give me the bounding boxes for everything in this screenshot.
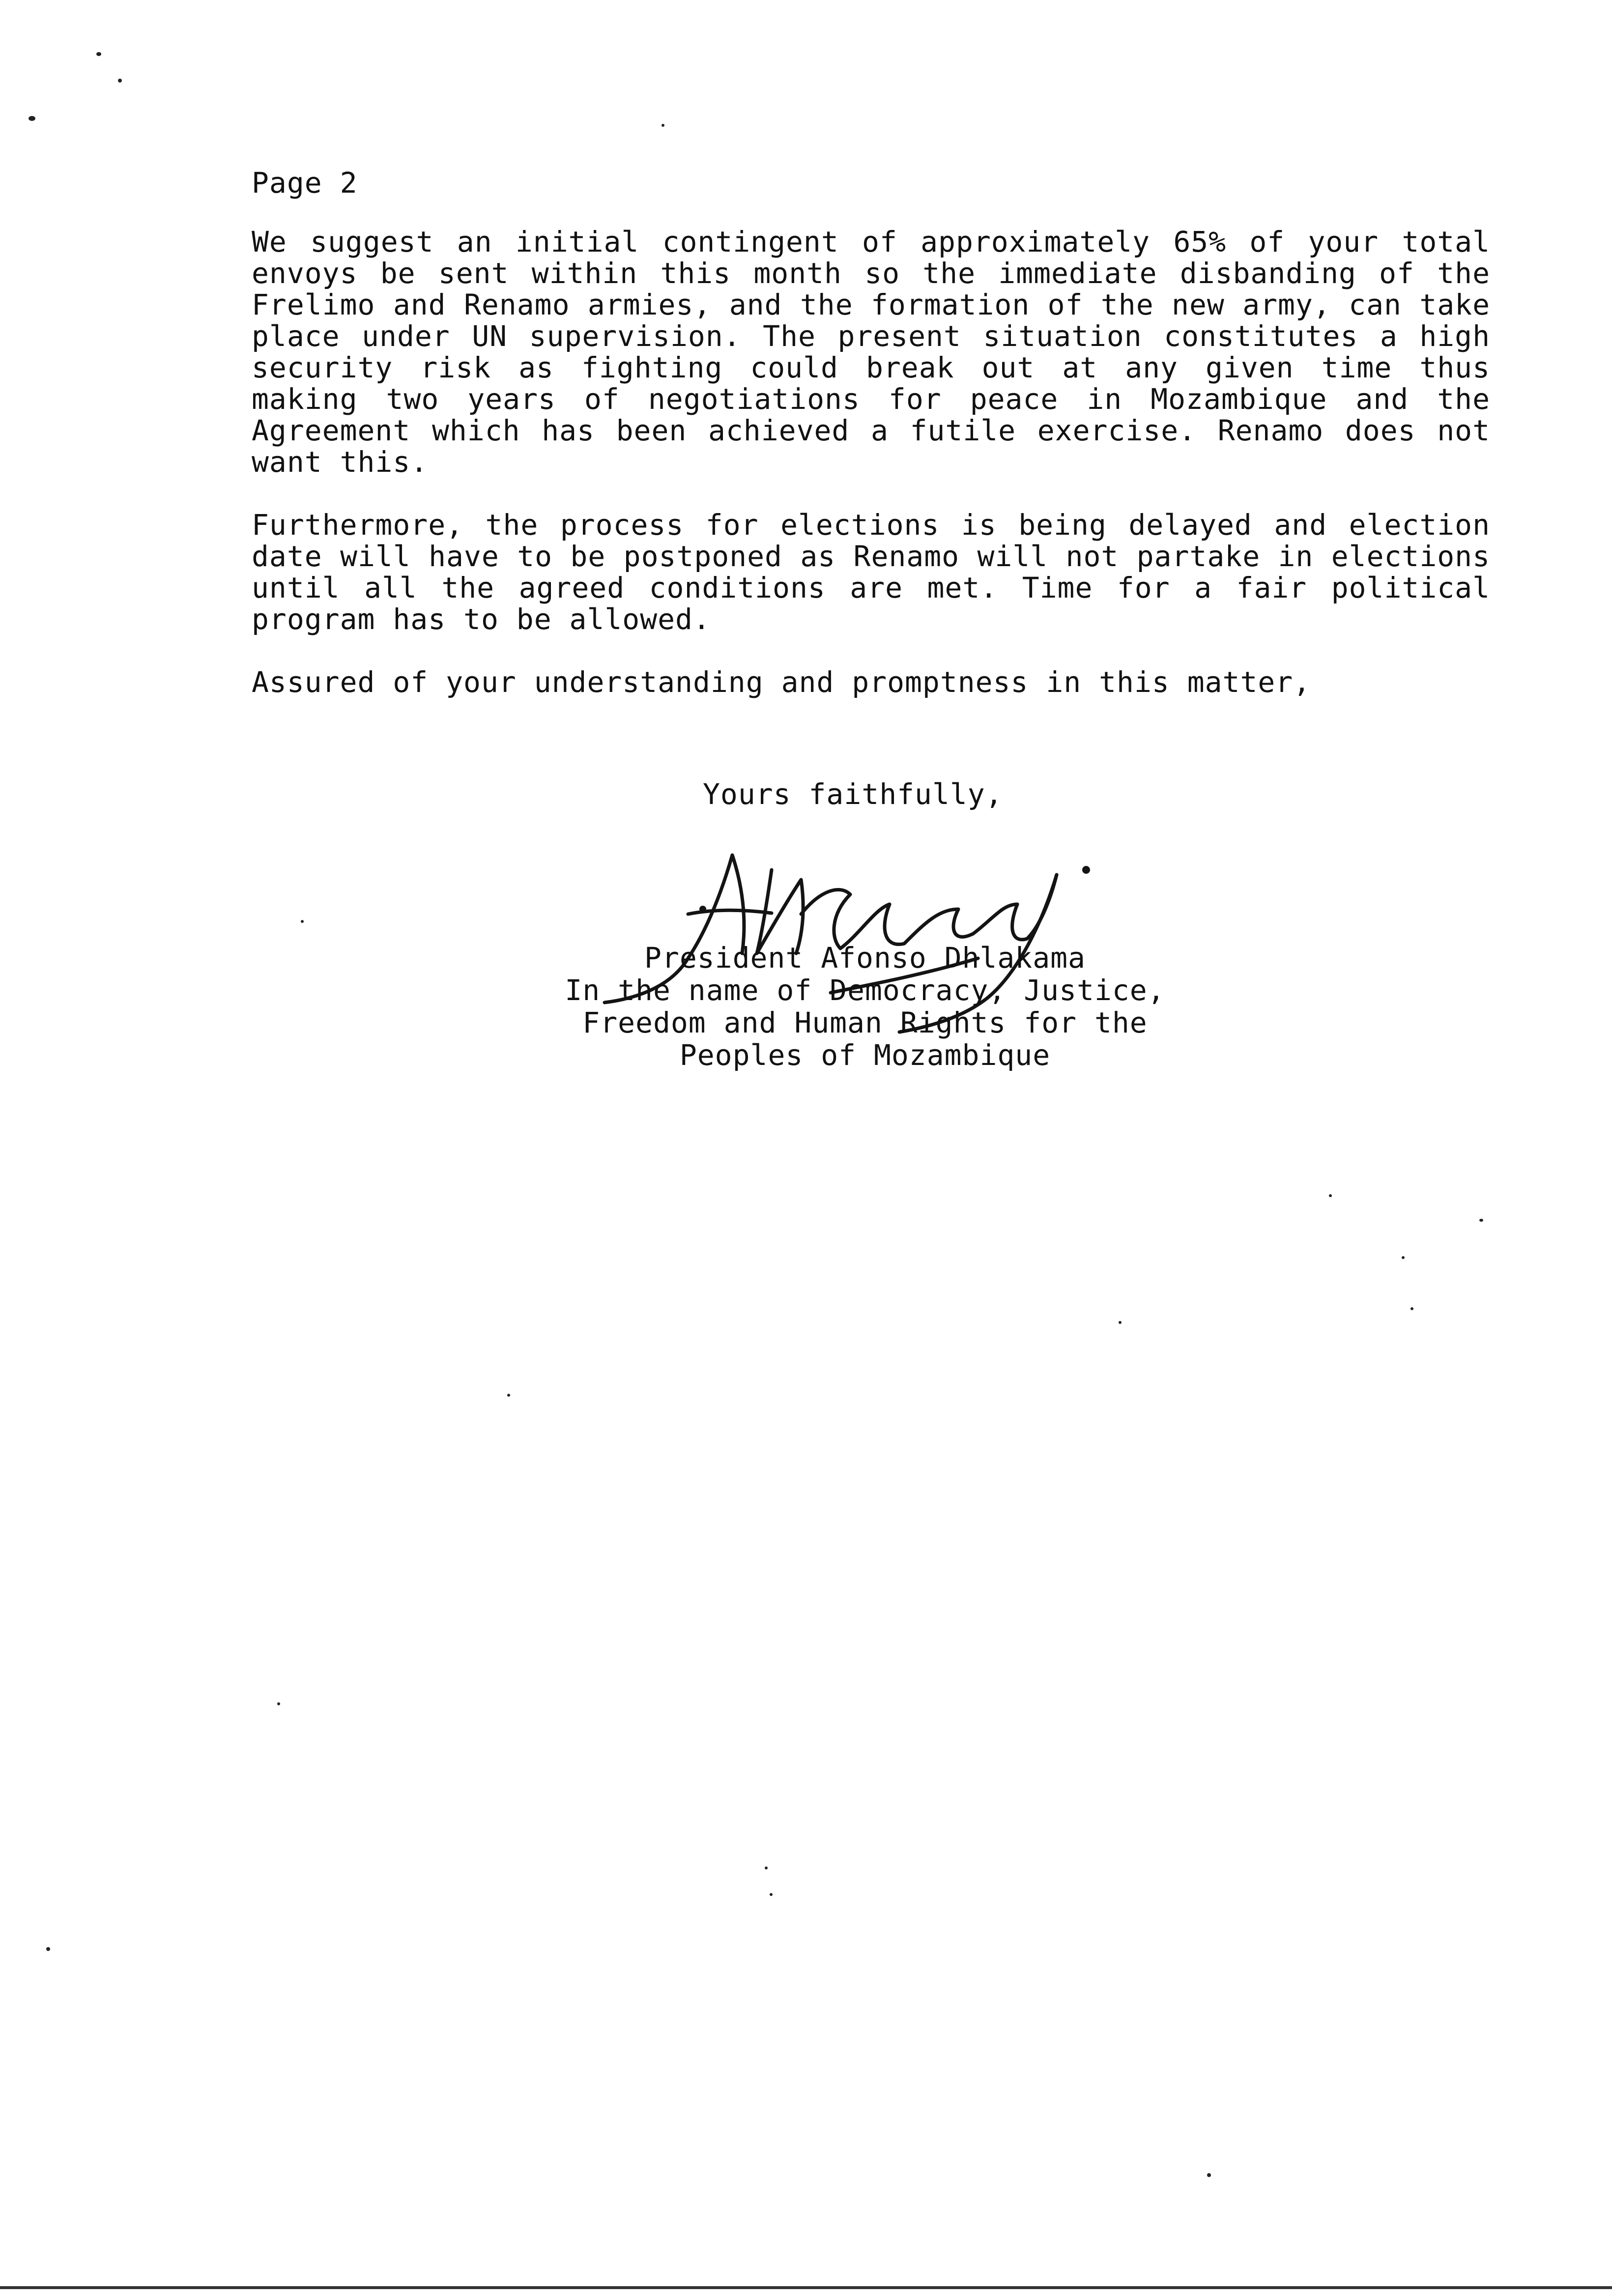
closing-line: Assured of your understanding and promptness in this matter, — [252, 665, 1311, 699]
scan-speck — [96, 52, 101, 56]
scan-speck — [507, 1394, 510, 1397]
scan-speck — [1410, 1307, 1413, 1310]
signatory-name: President Afonso Dhlakama — [644, 941, 1086, 975]
scan-speck — [1479, 1219, 1483, 1222]
paragraph-envoys: We suggest an initial contingent of approximately 65% of your total envoys be sent within this month so the immediate disbanding of the Frelimo and Renamo armies, and the formation of the new army, can take place under UN supervision. The present situation constitutes a high security risk as fighting could break out at any given time thus making two years of negotiations for peace in Mozambique and the Agreement which has been achieved a futile exercise. Renamo does not want this. — [252, 225, 1490, 479]
scan-speck — [765, 1866, 768, 1869]
scan-speck — [277, 1702, 280, 1705]
signatory-line-2: In the name of Democracy, Justice, — [565, 974, 1165, 1007]
scan-speck — [46, 1947, 50, 1951]
valediction: Yours faithfully, — [703, 777, 1003, 811]
scan-speck — [1402, 1256, 1405, 1259]
signatory-line-3: Freedom and Human Rights for the — [582, 1006, 1148, 1039]
scan-speck — [1207, 2173, 1211, 2177]
scan-speck — [118, 79, 122, 83]
signatory-line-4: Peoples of Mozambique — [679, 1038, 1051, 1072]
signature-block — [521, 942, 1209, 1071]
scan-bottom-edge — [0, 2286, 1612, 2289]
scan-speck — [1119, 1321, 1122, 1324]
paragraph-elections: Furthermore, the process for elections is being delayed and election date will have to be postponed as Renamo will not partake in elections until all the agreed conditions are met. Time for a fair political program has to be allowed. — [252, 508, 1490, 636]
scan-speck — [770, 1893, 773, 1896]
scan-speck — [29, 116, 35, 121]
scan-speck — [301, 920, 304, 923]
scan-speck — [662, 124, 664, 127]
page-label: Page 2 — [252, 166, 358, 200]
scan-speck — [1329, 1194, 1332, 1197]
letter-body — [252, 167, 1490, 698]
